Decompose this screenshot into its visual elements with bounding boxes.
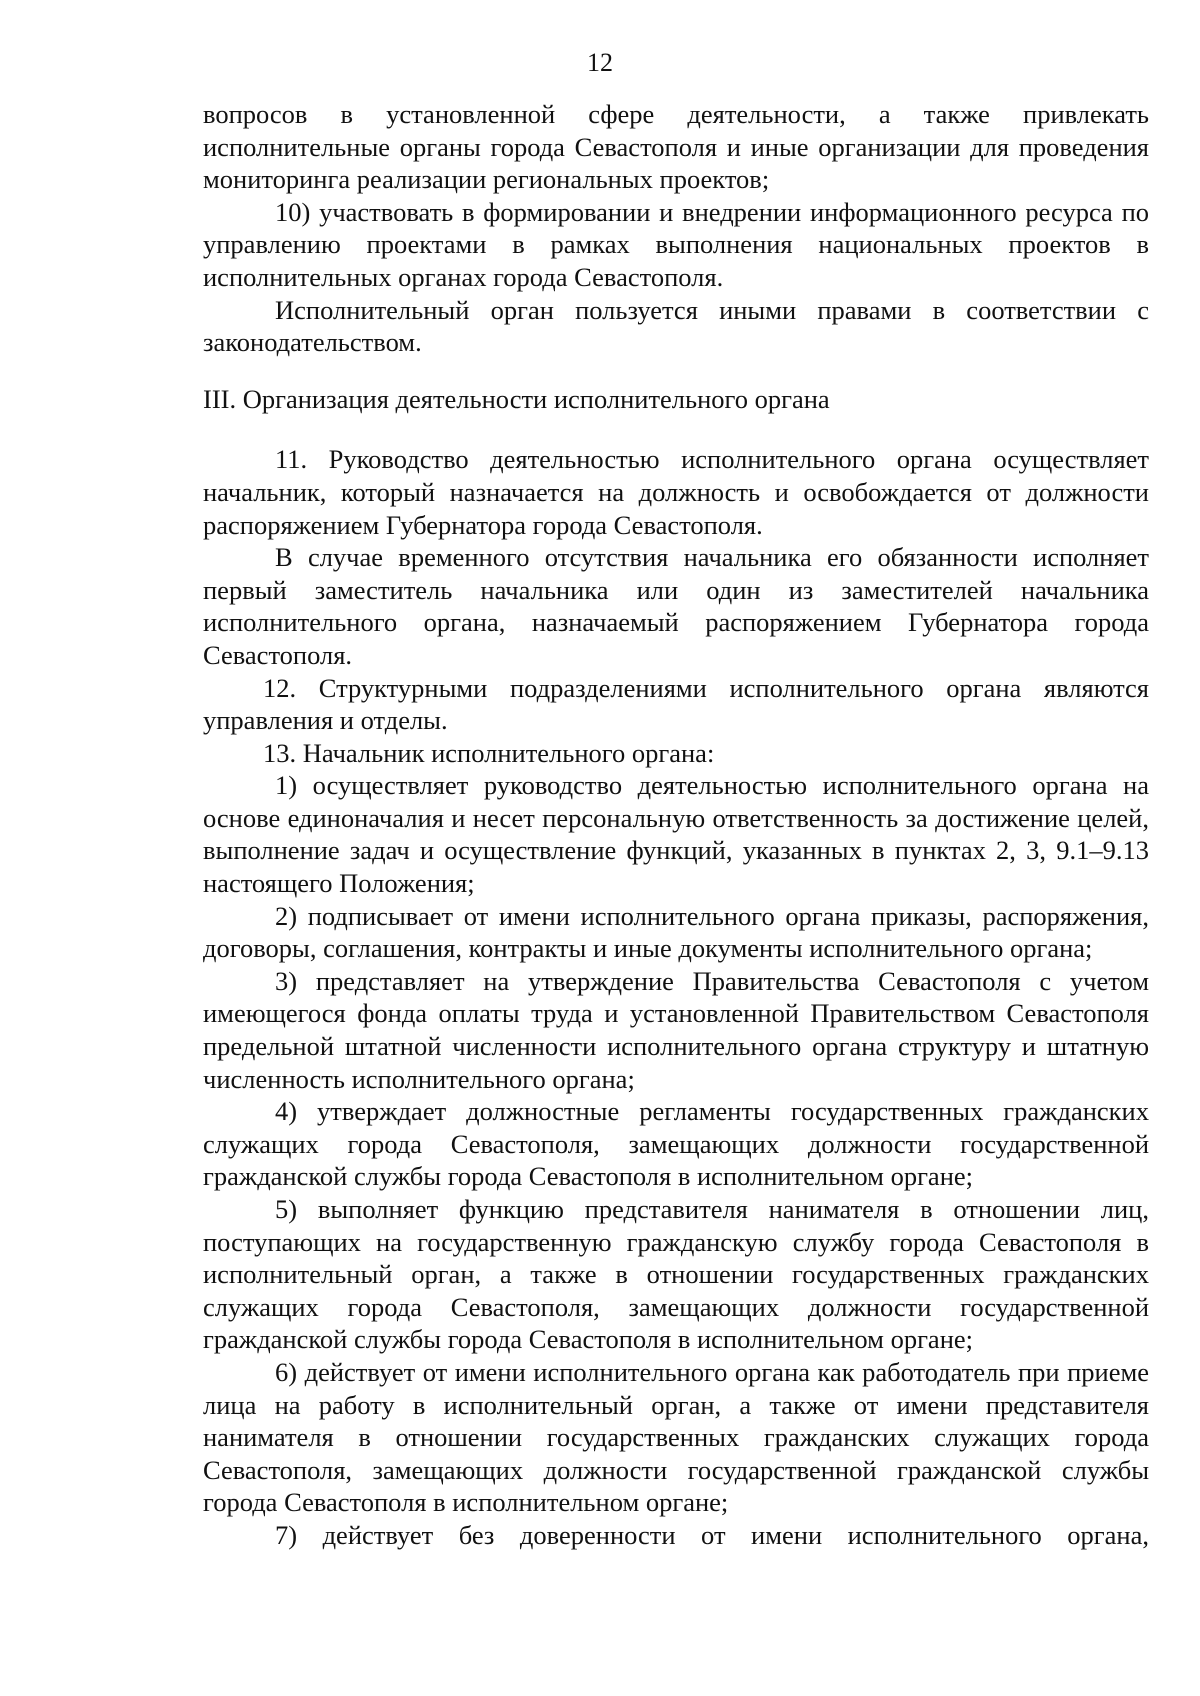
section-heading: III. Организация деятельности исполнительного органа	[203, 383, 830, 414]
document-paragraph: 6) действует от имени исполнительного органа как работодатель при приеме лица на работу в исполнительный орган, а также от имени представителя нанимателя в отношении государственных гражданских служащих города Севастополя, замещающих должности государственной гражданской службы города Севастополя в исполнительном органе;	[203, 1356, 1149, 1518]
document-paragraph: 7) действует без доверенности от имени исполнительного органа,	[275, 1519, 1149, 1550]
paragraphs-before-section	[203, 98, 1149, 359]
document-paragraph: 13. Начальник исполнительного органа:	[263, 737, 715, 768]
document-paragraph: 2) подписывает от имени исполнительного органа приказы, распоряжения, договоры, соглашения, контракты и иные документы исполнительного органа;	[203, 900, 1149, 964]
document-paragraph: 4) утверждает должностные регламенты государственных гражданских служащих города Севастополя, замещающих должности государственной гражданской службы города Севастополя в исполнительном органе;	[203, 1096, 1149, 1192]
document-paragraph: 11. Руководство деятельностью исполнительного органа осуществляет начальник, который назначается на должность и освобождается от должности распоряжением Губернатора города Севастополя.	[203, 444, 1149, 540]
paragraphs-after-section	[203, 443, 1149, 1551]
document-paragraph: 3) представляет на утверждение Правительства Севастополя с учетом имеющегося фонда оплаты труда и установленной Правительством Севастополя предельной штатной численности исполнительного органа структуру и штатную численность исполнительного органа;	[203, 965, 1149, 1094]
document-paragraph: 1) осуществляет руководство деятельностью исполнительного органа на основе единоначалия и несет персональную ответственность за достижение целей, выполнение задач и осуществление функций, указанных в пунктах 2, 3, 9.1–9.13 настоящего Положения;	[203, 770, 1149, 899]
page-number: 12	[587, 48, 613, 77]
document-paragraph: Исполнительный орган пользуется иными правами в соответствии с законодательством.	[203, 294, 1149, 358]
document-paragraph: 5) выполняет функцию представителя нанимателя в отношении лиц, поступающих на государственную гражданскую службу города Севастополя в исполнительный орган, а также в отношении государственных гражданских служащих города Севастополя, замещающих должности государственной гражданской службы города Севастополя в исполнительном органе;	[203, 1194, 1149, 1355]
document-paragraph: В случае временного отсутствия начальника его обязанности исполняет первый заместитель начальника или один из заместителей начальника исполнительного органа, назначаемый распоряжением Губернатора города Севастополя.	[203, 542, 1149, 670]
document-paragraph: 12. Структурными подразделениями исполнительного органа являются управления и отделы.	[203, 672, 1149, 736]
document-paragraph: вопросов в установленной сфере деятельности, а также привлекать исполнительные органы города Севастополя и иные организации для проведения мониторинга реализации региональных проектов;	[203, 99, 1149, 195]
document-paragraph: 10) участвовать в формировании и внедрении информационного ресурса по управлению проектами в рамках выполнения национальных проектов в исполнительных органах города Севастополя.	[203, 196, 1149, 292]
document-body	[203, 98, 1149, 1552]
